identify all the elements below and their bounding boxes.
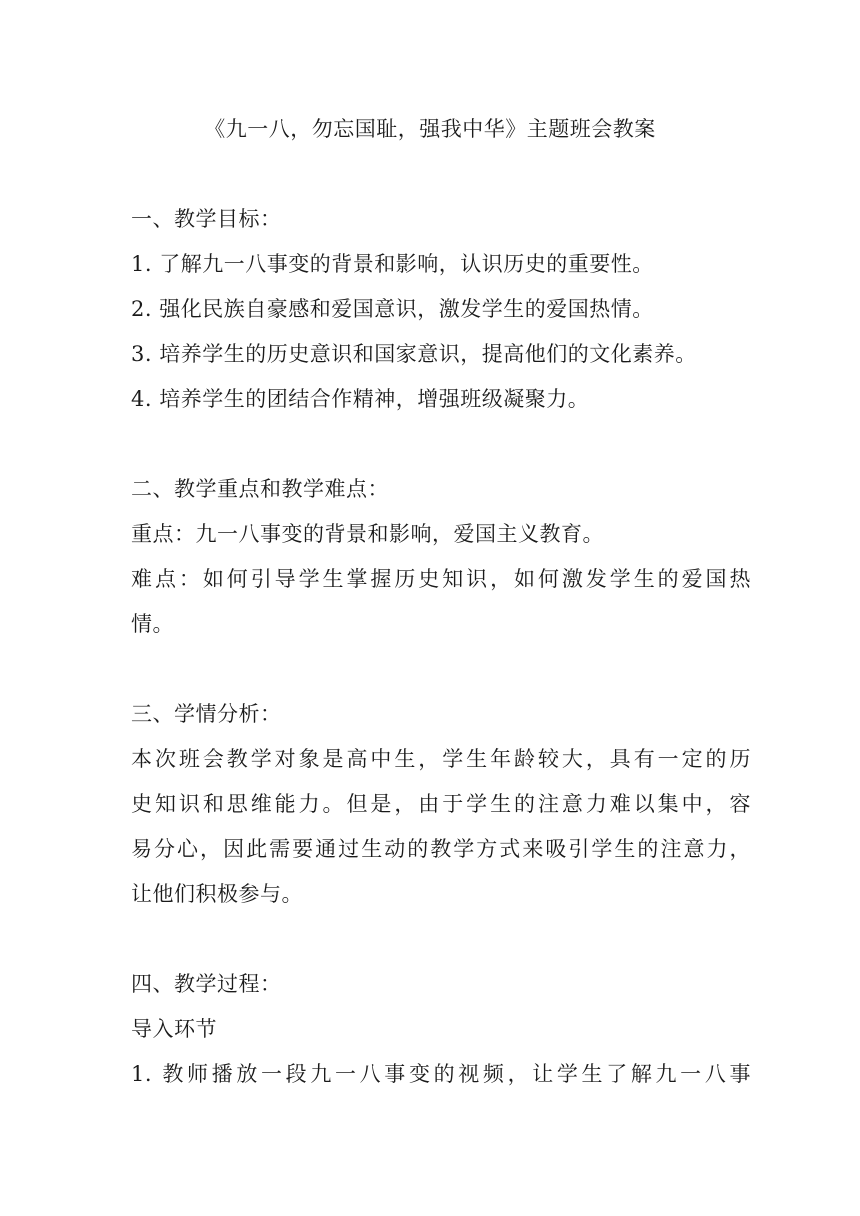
objective-line: 3. 培养学生的历史意识和国家意识，提高他们的文化素养。 [131, 342, 697, 366]
analysis-line: 史知识和思维能力。但是，由于学生的注意力难以集中，容 [131, 792, 751, 816]
analysis-line: 让他们积极参与。 [131, 882, 303, 906]
analysis-line: 本次班会教学对象是高中生，学生年龄较大，具有一定的历 [131, 747, 751, 771]
key-point-line: 重点：九一八事变的背景和影响，爱国主义教育。 [131, 522, 604, 546]
objective-line: 1. 了解九一八事变的背景和影响，认识历史的重要性。 [131, 252, 654, 276]
difficulty-line: 情。 [131, 612, 174, 636]
section-heading-objectives: 一、教学目标： [131, 207, 282, 231]
section-heading-analysis: 三、学情分析： [131, 702, 282, 726]
process-subheading: 导入环节 [131, 1017, 217, 1041]
difficulty-line: 难点：如何引导学生掌握历史知识，如何激发学生的爱国热 [131, 567, 751, 591]
section-heading-key-points: 二、教学重点和教学难点： [131, 477, 389, 501]
objective-line: 2. 强化民族自豪感和爱国意识，激发学生的爱国热情。 [131, 297, 654, 321]
objective-line: 4. 培养学生的团结合作精神，增强班级凝聚力。 [131, 387, 590, 411]
analysis-line: 易分心，因此需要通过生动的教学方式来吸引学生的注意力， [131, 837, 751, 861]
section-heading-process: 四、教学过程： [131, 972, 282, 996]
process-line: 1. 教师播放一段九一八事变的视频，让学生了解九一八事 [131, 1062, 751, 1086]
document-title: 《九一八，勿忘国耻，强我中华》主题班会教案 [204, 117, 656, 141]
